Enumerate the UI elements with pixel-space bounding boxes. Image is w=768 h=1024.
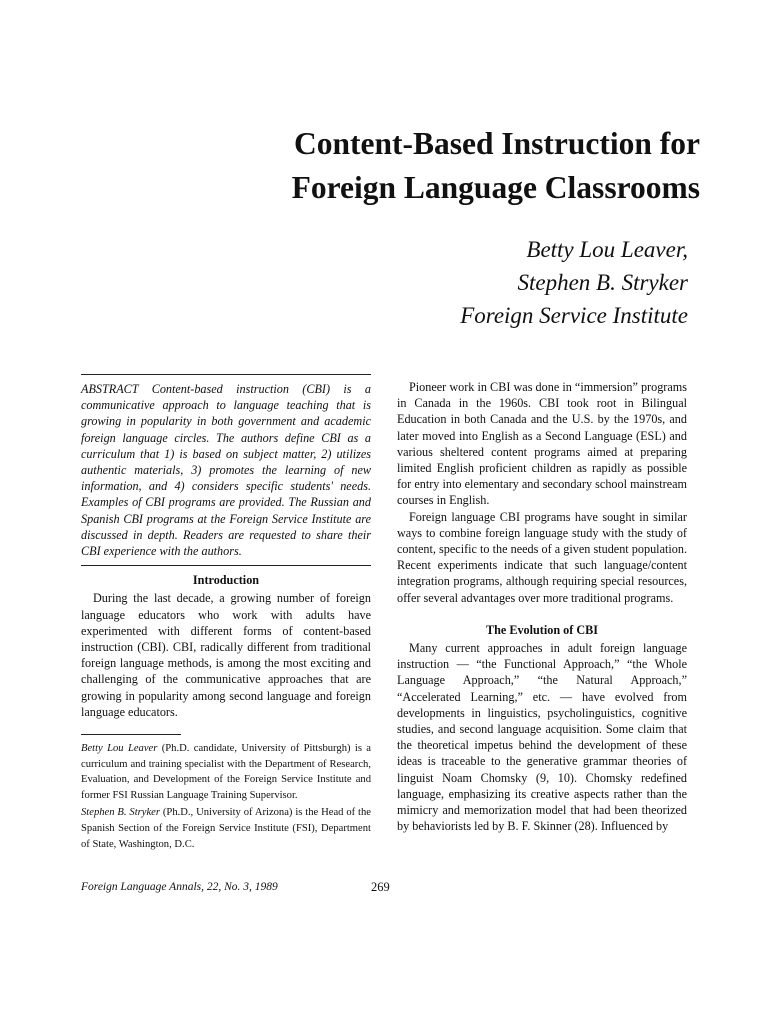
- introduction-heading: Introduction: [192, 573, 260, 588]
- right-paragraph-1: Pioneer work in CBI was done in “immersion” programs in Canada in the 1960s. CBI took root in Bilingual Education in both Canada and the U.S. by the 1970s, and later moved into English as a Second Language (ESL) and various sheltered content programs aimed at preparing limited English proficient children as rapidly as possible for entry into elementary and secondary school mainstream courses in English.: [397, 380, 687, 508]
- author-2: Stephen B. Stryker: [517, 270, 688, 295]
- footnote-2: [81, 805, 371, 852]
- footnote-2-name: Stephen B. Stryker: [81, 807, 161, 819]
- author-footnotes: [81, 741, 371, 852]
- author-1: Betty Lou Leaver,: [526, 237, 688, 262]
- footnote-rule: [81, 734, 181, 735]
- paper-title: [200, 122, 700, 210]
- page-number: 269: [371, 880, 390, 894]
- author-block: [300, 233, 688, 332]
- right-paragraph-2: Foreign language CBI programs have sought in similar ways to combine foreign language study with the study of content, specific to the needs of a given student population. Recent experiments indicate that such language/content integration programs, although requiring special resources, offer several advantages over more traditional programs.: [397, 509, 687, 605]
- footnote-2-text: (Ph.D., University of Arizona) is the Head of the Spanish Section of the Foreign Service Institute (FSI), Department of State, Washington, D.C.: [81, 807, 371, 850]
- abstract: [81, 375, 371, 565]
- right-column: [397, 379, 687, 834]
- footnote-1-text: (Ph.D. candidate, University of Pittsburgh) is a curriculum and training specialist with the Department of Research, Evaluation, and Development of the Foreign Service Institute and former FSI Russian Language Training Supervisor.: [81, 743, 371, 801]
- introduction-text: During the last decade, a growing number of foreign language educators who work with adults have experimented with different forms of content-based instruction (CBI). CBI, radically different from traditional foreign language methods, is among the most exciting and challenging of the communicative approaches that are growing in popularity among second language and foreign language educators.: [81, 591, 371, 719]
- title-line-1: Content-Based Instruction for: [294, 126, 700, 161]
- journal-citation: Foreign Language Annals, 22, No. 3, 1989: [81, 881, 278, 893]
- left-column: [81, 374, 371, 854]
- author-affiliation: Foreign Service Institute: [460, 303, 688, 328]
- footnote-1: [81, 741, 371, 803]
- title-line-2: Foreign Language Classrooms: [291, 170, 700, 205]
- right-paragraph-3: Many current approaches in adult foreign language instruction — “the Functional Approach,” “the Whole Language Approach,” “the Natural Approach,” “Accelerated Learning,” etc. — have evolved from developments in linguistics, psycholinguistics, cognitive studies, and second language acquisition. Some claim that the theoretical impetus behind the development of these ideas is traceable to the generative grammar theories of linguist Noam Chomsky (9, 10). Chomsky redefined language, emphasizing its creative aspects rather than the mimicry and memorization model that had been theorized by behaviorists led by B. F. Skinner (28). Influenced by: [397, 641, 687, 834]
- evolution-heading: The Evolution of CBI: [485, 622, 599, 637]
- abstract-text: ABSTRACT Content-based instruction (CBI) is a communicative approach to language teaching that is growing in popularity in both government and academic foreign language circles. The authors define CBI as a curriculum that 1) is based on subject matter, 2) utilizes authentic materials, 3) promotes the learning of new information, and 4) considers specific students' needs. Examples of CBI programs are provided. The Russian and Spanish CBI programs at the Foreign Service Institute are discussed in depth. Readers are requested to share their CBI experience with the authors.: [81, 382, 371, 559]
- abstract-bottom-rule: [81, 565, 371, 566]
- footnote-1-name: Betty Lou Leaver: [81, 743, 158, 755]
